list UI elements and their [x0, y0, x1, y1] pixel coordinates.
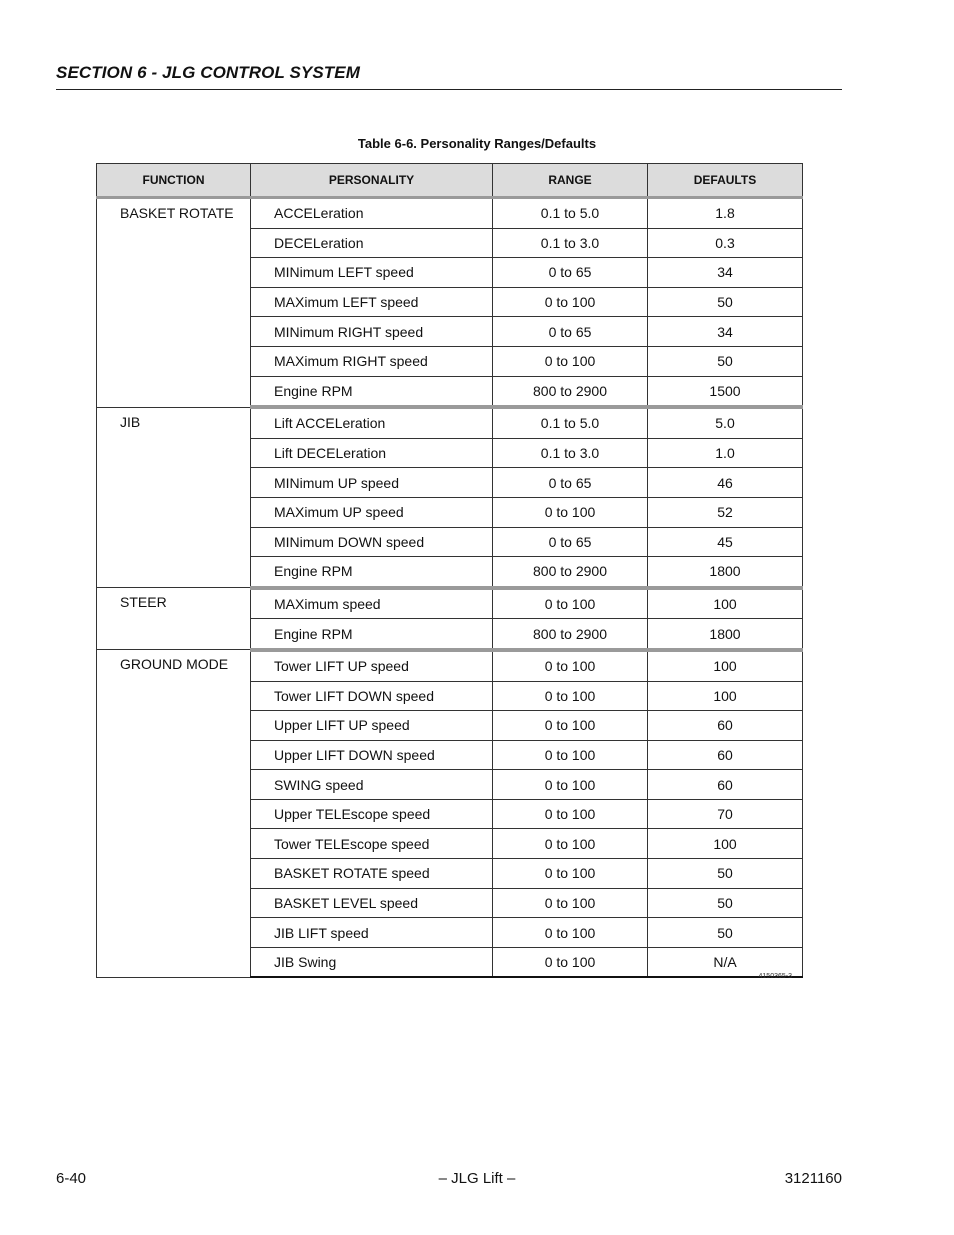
personality-cell: JIB Swing — [251, 947, 493, 977]
personality-cell: Tower LIFT UP speed — [251, 650, 493, 681]
range-cell: 0 to 100 — [493, 859, 648, 889]
range-cell: 0.1 to 3.0 — [493, 228, 648, 258]
range-cell: 0 to 100 — [493, 829, 648, 859]
default-cell: 60 — [648, 740, 803, 770]
personality-cell: MINimum LEFT speed — [251, 258, 493, 288]
personality-cell: MAXimum UP speed — [251, 497, 493, 527]
personality-cell: SWING speed — [251, 770, 493, 800]
range-cell: 0 to 65 — [493, 527, 648, 557]
default-cell: 1800 — [648, 557, 803, 588]
range-cell: 0 to 100 — [493, 287, 648, 317]
personality-cell: MAXimum RIGHT speed — [251, 346, 493, 376]
range-cell: 800 to 2900 — [493, 557, 648, 588]
default-cell: 1800 — [648, 619, 803, 650]
default-cell: 50 — [648, 918, 803, 948]
personality-cell: Engine RPM — [251, 376, 493, 407]
default-cell: 70 — [648, 799, 803, 829]
personality-cell: Lift ACCELeration — [251, 407, 493, 438]
personality-cell: ACCELeration — [251, 198, 493, 229]
range-cell: 0.1 to 3.0 — [493, 438, 648, 468]
personality-cell: DECELeration — [251, 228, 493, 258]
table-row — [97, 650, 803, 681]
default-cell: 46 — [648, 468, 803, 498]
default-cell: 34 — [648, 317, 803, 347]
range-cell: 0 to 100 — [493, 918, 648, 948]
default-cell: 100 — [648, 829, 803, 859]
column-header-function: FUNCTION — [97, 164, 251, 198]
column-header-range: RANGE — [493, 164, 648, 198]
range-cell: 0 to 100 — [493, 947, 648, 977]
range-cell: 800 to 2900 — [493, 619, 648, 650]
personality-cell: Upper LIFT DOWN speed — [251, 740, 493, 770]
default-cell: 100 — [648, 650, 803, 681]
personality-cell: MAXimum speed — [251, 588, 493, 619]
default-cell: 34 — [648, 258, 803, 288]
range-cell: 0.1 to 5.0 — [493, 198, 648, 229]
table-row — [97, 198, 803, 229]
table-body — [97, 198, 803, 978]
range-cell: 800 to 2900 — [493, 376, 648, 407]
column-header-personality: PERSONALITY — [251, 164, 493, 198]
default-cell: N/A — [648, 947, 803, 977]
personality-cell: Engine RPM — [251, 557, 493, 588]
default-cell: 50 — [648, 859, 803, 889]
personality-cell: MINimum UP speed — [251, 468, 493, 498]
default-cell: 5.0 — [648, 407, 803, 438]
column-header-defaults: DEFAULTS — [648, 164, 803, 198]
default-cell: 1500 — [648, 376, 803, 407]
footer-title: – JLG Lift – — [438, 1170, 516, 1187]
default-cell: 0.3 — [648, 228, 803, 258]
default-cell: 1.0 — [648, 438, 803, 468]
range-cell: 0 to 100 — [493, 681, 648, 711]
function-cell: JIB — [97, 407, 251, 588]
personality-cell: MINimum RIGHT speed — [251, 317, 493, 347]
table-row — [97, 407, 803, 438]
function-cell: STEER — [97, 588, 251, 650]
personality-cell: JIB LIFT speed — [251, 918, 493, 948]
range-cell: 0 to 100 — [493, 650, 648, 681]
function-cell: GROUND MODE — [97, 650, 251, 978]
default-cell: 1.8 — [648, 198, 803, 229]
page-number: 6-40 — [56, 1170, 87, 1187]
range-cell: 0 to 100 — [493, 711, 648, 741]
table-header-row — [97, 164, 803, 198]
range-cell: 0 to 100 — [493, 588, 648, 619]
range-cell: 0 to 65 — [493, 258, 648, 288]
default-cell: 60 — [648, 711, 803, 741]
range-cell: 0 to 100 — [493, 770, 648, 800]
reference-code: 4150365-3 — [758, 973, 792, 980]
table-title: Table 6-6. Personality Ranges/Defaults — [357, 136, 597, 151]
personality-cell: Engine RPM — [251, 619, 493, 650]
default-cell: 52 — [648, 497, 803, 527]
personality-table — [96, 163, 803, 978]
personality-cell: Tower TELEscope speed — [251, 829, 493, 859]
default-cell: 100 — [648, 681, 803, 711]
personality-cell: Upper TELEscope speed — [251, 799, 493, 829]
section-title: SECTION 6 - JLG CONTROL SYSTEM — [56, 63, 360, 82]
table-row — [97, 588, 803, 619]
range-cell: 0 to 100 — [493, 497, 648, 527]
range-cell: 0 to 100 — [493, 799, 648, 829]
personality-cell: Upper LIFT UP speed — [251, 711, 493, 741]
range-cell: 0.1 to 5.0 — [493, 407, 648, 438]
range-cell: 0 to 65 — [493, 468, 648, 498]
range-cell: 0 to 100 — [493, 740, 648, 770]
default-cell: 50 — [648, 888, 803, 918]
personality-cell: MINimum DOWN speed — [251, 527, 493, 557]
default-cell: 60 — [648, 770, 803, 800]
personality-cell: BASKET ROTATE speed — [251, 859, 493, 889]
document-number: 3121160 — [784, 1170, 842, 1187]
default-cell: 50 — [648, 346, 803, 376]
function-cell: BASKET ROTATE — [97, 198, 251, 408]
default-cell: 50 — [648, 287, 803, 317]
default-cell: 45 — [648, 527, 803, 557]
personality-cell: Tower LIFT DOWN speed — [251, 681, 493, 711]
personality-cell: MAXimum LEFT speed — [251, 287, 493, 317]
header-divider — [56, 89, 842, 90]
default-cell: 100 — [648, 588, 803, 619]
range-cell: 0 to 65 — [493, 317, 648, 347]
personality-cell: Lift DECELeration — [251, 438, 493, 468]
personality-cell: BASKET LEVEL speed — [251, 888, 493, 918]
range-cell: 0 to 100 — [493, 346, 648, 376]
range-cell: 0 to 100 — [493, 888, 648, 918]
